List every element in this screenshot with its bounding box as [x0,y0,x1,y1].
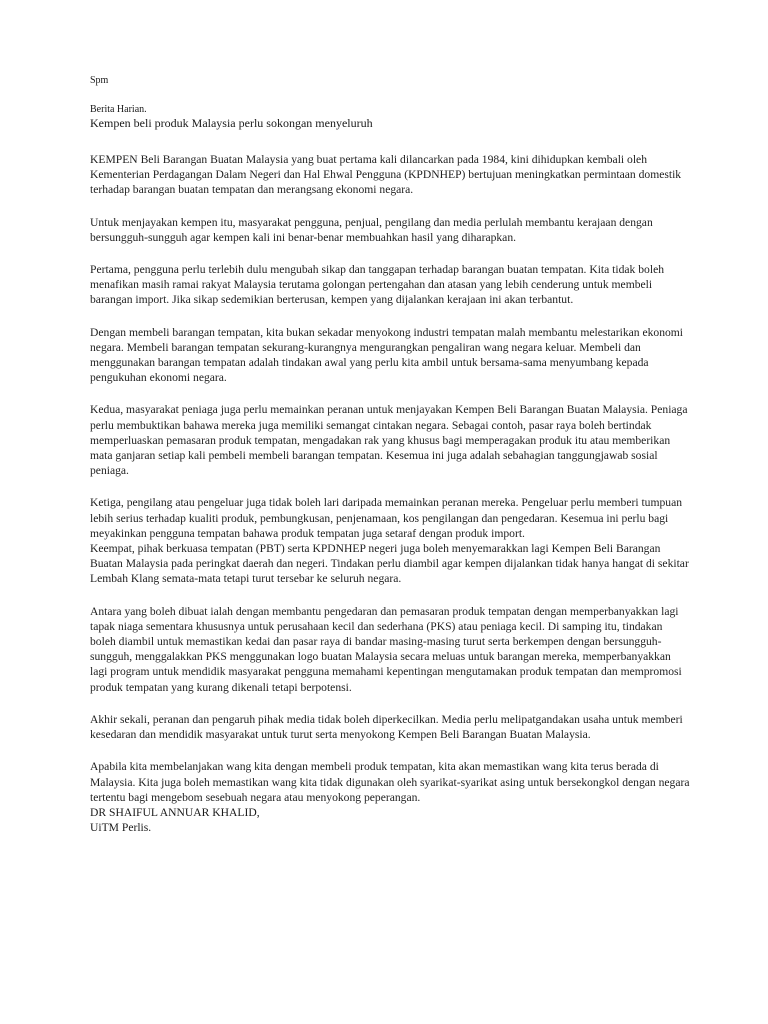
author-name: DR SHAIFUL ANNUAR KHALID, [90,805,260,819]
paragraph-2: Untuk menjayakan kempen itu, masyarakat pengguna, penjual, pengilang dan media perlulah membantu kerajaan dengan bersungguh-sungguh agar kempen kali ini benar-benar membuahkan hasil yang diharapkan. [90,215,653,244]
paragraph-4: Dengan membeli barangan tempatan, kita bukan sekadar menyokong industri tempatan malah membantu melestarikan ekonomi negara. Membeli barangan tempatan sekurang-kurangnya mengurangkan pengaliran wang negara keluar. Membeli dan menggunakan barangan tempatan adalah tindakan awal yang perlu kita ambil untuk bersama-sama menyumbang kepada pengukuhan ekonomi negara. [90,325,684,385]
article-title: Kempen beli produk Malaysia perlu sokongan menyeluruh [90,116,373,130]
paragraph-7: Keempat, pihak berkuasa tempatan (PBT) serta KPDNHEP negeri juga boleh menyemarakkan lagi Kempen Beli Barangan Buatan Malaysia pada peringkat daerah dan negeri. Tindakan perlu diambil agar kempen dijalankan tidak hanya hangat di sekitar Lembah Klang semata-mata tetapi turut tersebar ke seluruh negara. [90,542,689,586]
paragraph-10: Apabila kita membelanjakan wang kita dengan membeli produk tempatan, kita akan memastikan wang kita terus berada di Malaysia. Kita juga boleh memastikan wang kita tidak digunakan oleh syarikat-syarikat asing untuk bersekongkol dengan negara tertentu bagi mengebom sesebuah negara atau menyokong peperangan. [90,760,690,804]
paragraph-3: Pertama, pengguna perlu terlebih dulu mengubah sikap dan tanggapan terhadap barangan buatan tempatan. Kita tidak boleh menafikan masih ramai rakyat Malaysia terutama golongan pertengahan dan atasan yang lebih cenderung untuk membeli barangan import. Jika sikap sedemikian berterusan, kempen yang dijalankan kerajaan ini akan terbantut. [90,263,665,307]
source-label: Berita Harian. [90,104,147,115]
paragraph-1: KEMPEN Beli Barangan Buatan Malaysia yang buat pertama kali dilancarkan pada 1984, kini dihidupkan kembali oleh Kementerian Perdagangan Dalam Negeri dan Hal Ehwal Pengguna (KPDNHEP) bertujuan meningkatkan permintaan domestik terhadap barangan buatan tempatan dan merangsang ekonomi negara. [90,153,682,197]
paragraph-6: Ketiga, pengilang atau pengeluar juga tidak boleh lari daripada memainkan peranan mereka. Pengeluar perlu memberi tumpuan lebih serius terhadap kualiti produk, pembungkusan, penjenamaan, kos pengilangan dan pengedaran. Kesemua ini perlu bagi meyakinkan pengguna tempatan bahawa produk tempatan juga setaraf dengan produk import. [90,496,683,540]
paragraph-9: Akhir sekali, peranan dan pengaruh pihak media tidak boleh diperkecilkan. Media perlu melipatgandakan usaha untuk memberi kesedaran dan mendidik masyarakat untuk turut serta menyokong Kempen Beli Barangan Buatan Malaysia. [90,712,683,742]
paragraph-8: Antara yang boleh dibuat ialah dengan membantu pengedaran dan pemasaran produk tempatan dengan memperbanyakkan lagi tapak niaga sementara khususnya untuk perusahaan kecil dan sederhana (PKS) atau peniaga kecil. Di samping itu, tindakan boleh diambil untuk memastikan kedai dan pasar raya di bandar masing-masing turut serta berkempen dengan bersungguh-sungguh, menggalakkan PKS menggunakan logo buatan Malaysia secara meluas untuk barangan mereka, memperbanyakkan lagi program untuk mendidik masyarakat pengguna memahami kepentingan mengutamakan produk tempatan dan mempromosi produk tempatan yang kurang dikenali tetapi berpotensi. [90,604,682,694]
doc-label: Spm [90,75,109,86]
document-body [90,74,690,835]
author-affiliation: UiTM Perlis. [90,821,152,835]
paragraph-5: Kedua, masyarakat peniaga juga perlu memainkan peranan untuk menjayakan Kempen Beli Barangan Buatan Malaysia. Peniaga perlu membuktikan bahawa mereka juga memiliki semangat cintakan negara. Sebagai contoh, pasar raya boleh bertindak memperluaskan pemasaran produk tempatan, mengadakan rak yang khusus bagi memperagakan produk itu atau memberikan mata ganjaran setiap kali pembeli membeli barangan tempatan. Kesemua ini juga adalah sebahagian tanggungjawab sosial peniaga. [90,403,688,478]
